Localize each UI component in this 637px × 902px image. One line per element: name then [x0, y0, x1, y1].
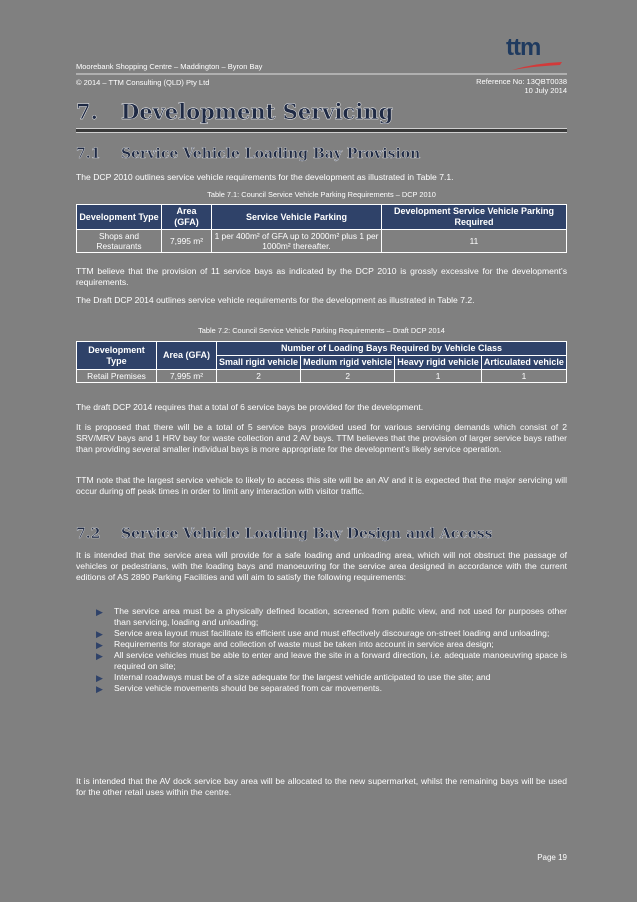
- col-header: Development Type: [77, 205, 162, 230]
- table-7-1: [76, 204, 567, 253]
- ttm-logo: [506, 36, 566, 76]
- reference-number: Reference No: 13QBT0038: [476, 77, 567, 86]
- table-cell: Retail Premises: [77, 370, 157, 383]
- table-cell: 1 per 400m² of GFA up to 2000m² plus 1 per 1000m² thereafter.: [212, 230, 382, 253]
- col-header: Area (GFA): [157, 342, 217, 370]
- section-7-2-heading: [76, 526, 492, 542]
- running-header-left: [76, 62, 262, 72]
- page-number: Page 19: [537, 853, 567, 862]
- table-7-2: [76, 341, 567, 383]
- paragraph-total-bays: The draft DCP 2014 requires that a total of 6 service bays be provided for the development.: [76, 402, 424, 412]
- col-header: Area (GFA): [162, 205, 212, 230]
- project-title: Moorebank Shopping Centre – Maddington – Byron Bay: [76, 62, 263, 71]
- table-header-row: [77, 205, 567, 230]
- list-item: [96, 650, 567, 672]
- group-header: Number of Loading Bays Required by Vehicle Class: [217, 342, 567, 356]
- list-item: [96, 672, 567, 683]
- list-item: [96, 683, 567, 694]
- table-cell: Shops and Restaurants: [77, 230, 162, 253]
- col-header: Medium rigid vehicle: [301, 356, 395, 370]
- table-7-1-caption: Table 7.1: Council Service Vehicle Parking Requirements – DCP 2010: [207, 190, 436, 199]
- list-item-text: Internal roadways must be of a size adequate for the largest vehicle anticipated to use the site; and: [114, 672, 491, 682]
- list-item: [96, 628, 567, 639]
- paragraph-draft-dcp: The Draft DCP 2014 outlines service vehicle requirements for the development as illustrated in Table 7.2.: [76, 295, 475, 305]
- list-item-text: All service vehicles must be able to enter and leave the site in a forward direction, i.e. adequate manoeuvring space is required on site;: [114, 650, 567, 671]
- subsection-number: 7.2: [76, 526, 101, 542]
- list-item: [96, 606, 567, 628]
- arrow-bullet-icon: ▶: [96, 640, 103, 650]
- subsection-title: Service Vehicle Loading Bay Provision: [121, 146, 421, 162]
- arrow-bullet-icon: ▶: [96, 684, 103, 694]
- arrow-bullet-icon: ▶: [96, 607, 103, 617]
- logo-text: ttm: [506, 34, 541, 61]
- header-rule: [76, 73, 567, 75]
- table-cell: 1: [481, 370, 566, 383]
- table-cell: 11: [382, 230, 567, 253]
- paragraph-intro-7-2: It is intended that the service area will provide for a safe loading and unloading area, which will not obstruct the passage of vehicles or pedestrians, with the loading bays and manoeuvring for the service area designed in accordance with the current editions of AS 2890 Parking Facilities and will aim to satisfy the following requirements:: [76, 550, 567, 582]
- logo-swoosh-icon: [510, 61, 562, 71]
- col-header: Articulated vehicle: [481, 356, 566, 370]
- table-header-row: [77, 342, 567, 356]
- subsection-number: 7.1: [76, 146, 101, 162]
- subsection-title: Service Vehicle Loading Bay Design and Access: [121, 526, 493, 542]
- section-title: Development Servicing: [121, 99, 394, 124]
- heading-rule: [76, 128, 567, 133]
- section-number: 7.: [76, 99, 98, 124]
- col-header: Heavy rigid vehicle: [395, 356, 482, 370]
- arrow-bullet-icon: ▶: [96, 629, 103, 639]
- table-cell: 7,995 m²: [162, 230, 212, 253]
- copyright-text: © 2014 – TTM Consulting (QLD) Pty Ltd: [76, 78, 210, 87]
- section-7-heading: [76, 99, 567, 124]
- list-item-text: Requirements for storage and collection of waste must be taken into account in service area design;: [114, 639, 494, 649]
- list-item-text: The service area must be a physically defined location, screened from public view, and not used for purposes other than servicing, loading and unloading;: [114, 606, 567, 627]
- section-7-1-heading: [76, 146, 420, 162]
- paragraph-proposed-bays: It is proposed that there will be a total of 5 service bays provided used for various servicing demands which consist of 2 SRV/MRV bays and 1 HRV bay for waste collection and 2 AV bays. TTM believes that the provision of larger service bays rather than providing several smaller individual bays is more appropriate for the development's likely service operation.: [76, 422, 567, 454]
- list-item-text: Service vehicle movements should be separated from car movements.: [114, 683, 382, 693]
- arrow-bullet-icon: ▶: [96, 673, 103, 683]
- paragraph-ttm-believe: TTM believe that the provision of 11 service bays as indicated by the DCP 2010 is grossly excessive for the development's requirements.: [76, 266, 567, 287]
- running-header-right: [476, 77, 567, 95]
- document-date: 10 July 2014: [524, 86, 567, 95]
- table-cell: 1: [395, 370, 482, 383]
- paragraph-largest-vehicle: TTM note that the largest service vehicle to likely to access this site will be an AV and it is expected that the major servicing will occur during off peak times in order to limit any interaction with visitor traffic.: [76, 475, 567, 496]
- requirements-list: [96, 606, 567, 694]
- table-cell: 7,995 m²: [157, 370, 217, 383]
- list-item: [96, 639, 567, 650]
- col-header: Development Service Vehicle Parking Required: [382, 205, 567, 230]
- table-row: [77, 370, 567, 383]
- copyright-line: [76, 78, 209, 88]
- table-row: [77, 230, 567, 253]
- list-item-text: Service area layout must facilitate its efficient use and must effectively discourage on-street loading and unloading;: [114, 628, 550, 638]
- paragraph-intro-7-1: The DCP 2010 outlines service vehicle requirements for the development as illustrated in Table 7.1.: [76, 172, 454, 182]
- col-header: Small rigid vehicle: [217, 356, 301, 370]
- arrow-bullet-icon: ▶: [96, 651, 103, 661]
- table-cell: 2: [217, 370, 301, 383]
- col-header: Service Vehicle Parking: [212, 205, 382, 230]
- col-header: Development Type: [77, 342, 157, 370]
- table-7-2-caption: Table 7.2: Council Service Vehicle Parking Requirements – Draft DCP 2014: [198, 326, 445, 335]
- table-cell: 2: [301, 370, 395, 383]
- paragraph-closing: It is intended that the AV dock service bay area will be allocated to the new supermarket, whilst the remaining bays will be used for the other retail uses within the centre.: [76, 776, 567, 797]
